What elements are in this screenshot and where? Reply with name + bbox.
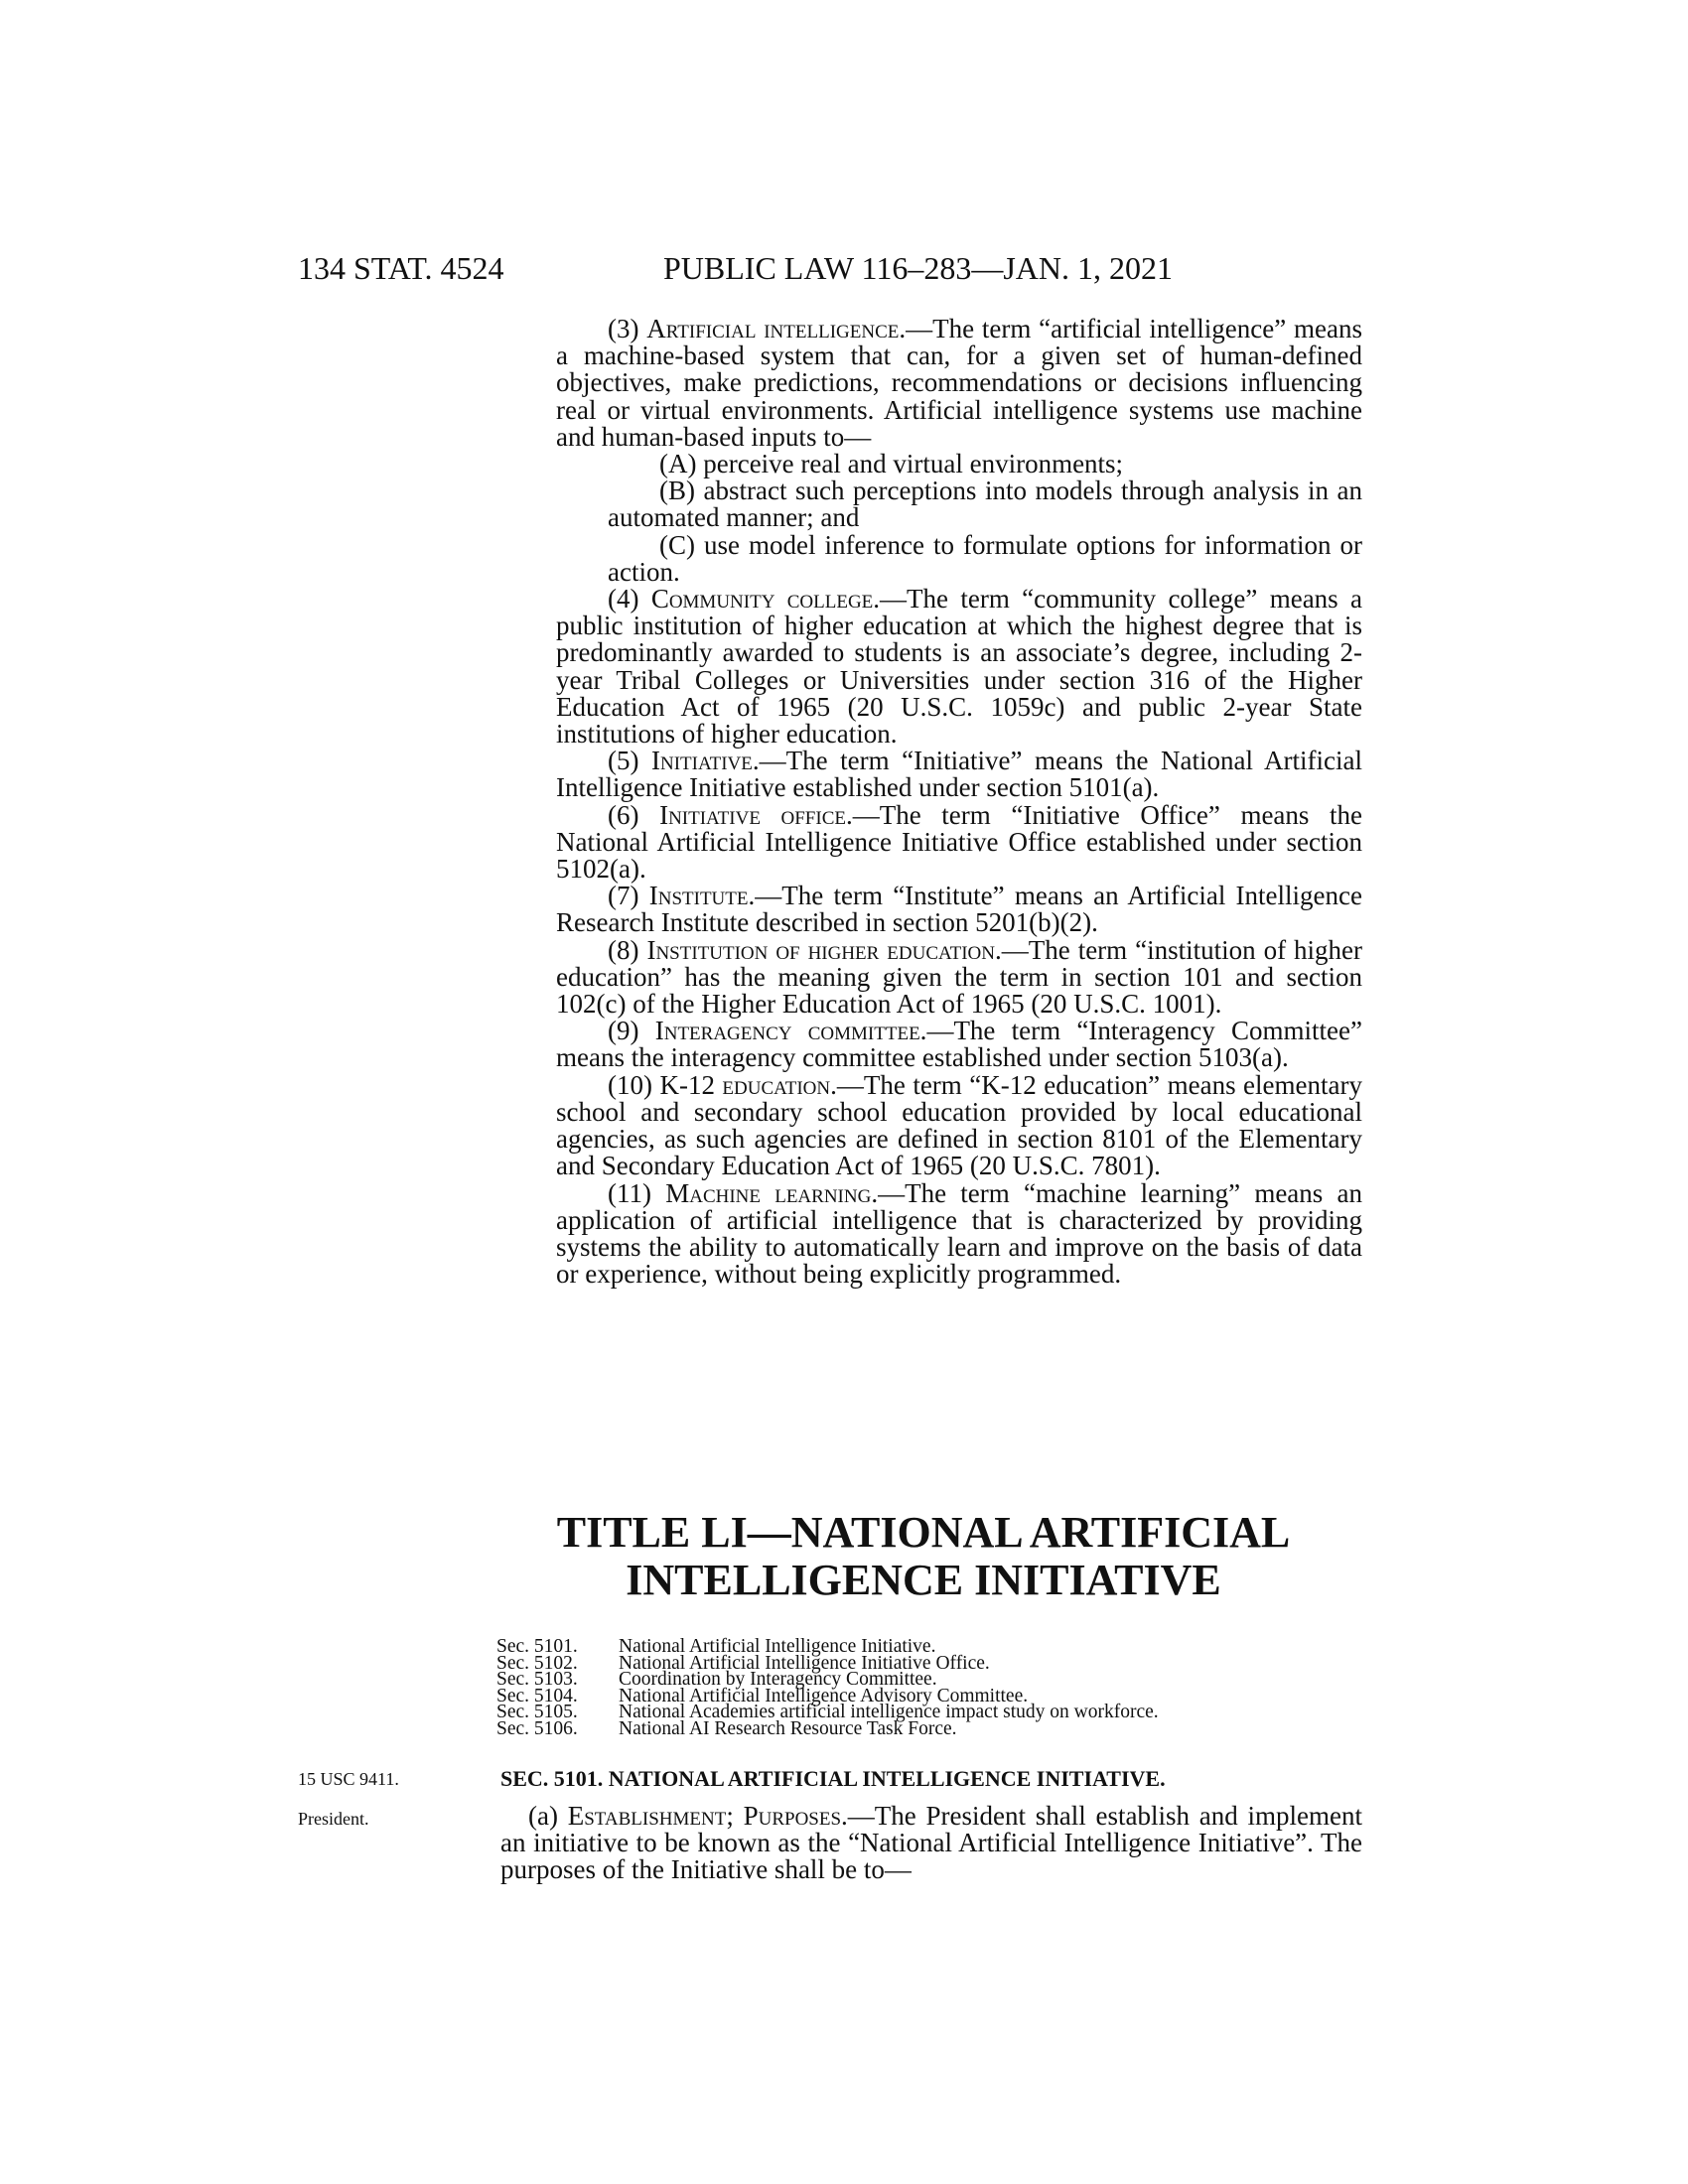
running-header: PUBLIC LAW 116–283—JAN. 1, 2021 [663,250,1173,286]
definition-5: (5) Initiative.—The term “Initiative” means the National Artificial Intelligence Initiative established under section 5101(a). [556,746,1362,803]
toc-item: Sec. 5102. National Artificial Intelligence Initiative Office. [496,1652,990,1674]
definition-8: (8) Institution of higher education.—The term “institution of higher education” has the meaning given the term in section 101 and section 102(c) of the Higher Education Act of 1965 (20 U.S.C. 1001). [556,934,1363,1020]
margin-note-usc: 15 USC 9411. [298,1769,399,1789]
definition-3-a: (A) perceive real and virtual environments; [659,449,1124,479]
toc-item: Sec. 5103. Coordination by Interagency Committee. [496,1669,937,1690]
definition-11: (11) Machine learning.—The term “machine learning” means an application of artificial intelligence that is characterized by providing systems the ability to automatically learn and improve on the basis of data or experience, without being explicitly programmed. [556,1177,1363,1290]
definition-3-b: (B) abstract such perceptions into models through analysis in an automated manner; and [608,476,1362,533]
toc-item: Sec. 5104. National Artificial Intelligence Advisory Committee. [496,1685,1029,1706]
margin-note-president: President. [298,1809,369,1829]
section-paragraph-a: (a) Establishment; Purposes.—The President shall establish and implement an initiative to be known as the “National Artificial Intelligence Initiative”. The purposes of the Initiative shall be to— [500,1801,1363,1885]
title-line-2: INTELLIGENCE INITIATIVE [626,1556,1221,1604]
toc-item: Sec. 5101. National Artificial Intelligence Initiative. [496,1636,936,1657]
title-line-1: TITLE LI—NATIONAL ARTIFICIAL [556,1508,1291,1557]
toc-item: Sec. 5106. National AI Research Resource Task Force. [496,1717,957,1739]
page-stat-number: 134 STAT. 4524 [298,250,504,286]
definition-9: (9) Interagency committee.—The term “Interagency Committee” means the interagency committee established under section 5103(a). [556,1016,1363,1073]
definition-6: (6) Initiative office.—The term “Initiative Office” means the National Artificial Intelligence Initiative Office established under section 5102(a). [556,799,1362,885]
definition-10: (10) K-12 education.—The term “K-12 education” means elementary school and secondary school education provided by local educational agencies, as such agencies are defined in section 8101 of the Elementary and Secondary Education Act of 1965 (20 U.S.C. 7801). [556,1069,1362,1181]
definition-3: (3) Artificial intelligence.—The term “artificial intelligence” means a machine-based system that can, for a given set of human-defined objectives, make predictions, recommendations or decisions influencing real or virtual environments. Artificial intelligence systems use machine and human-based inputs to— [556,314,1362,452]
title-heading [477,1509,1370,1604]
definition-3-c: (C) use model inference to formulate options for information or action. [608,529,1363,587]
definition-4: (4) Community college.—The term “community college” means a public institution of higher education at which the highest degree that is predominantly awarded to students is an associate’s degree, including 2-year Tribal Colleges or Universities under section 316 of the Higher Education Act of 1965 (20 U.S.C. 1059c) and public 2-year State institutions of higher education. [556,584,1363,750]
section-body [500,1803,1362,1884]
toc-item: Sec. 5105. National Academies artificial intelligence impact study on workforce. [496,1702,1159,1722]
definitions-body [556,316,1362,1288]
definition-7: (7) Institute.—The term “Institute” means an Artificial Intelligence Research Institute described in section 5201(b)(2). [556,881,1362,938]
section-heading: SEC. 5101. NATIONAL ARTIFICIAL INTELLIGENCE INITIATIVE. [500,1766,1166,1791]
table-of-contents [496,1636,1159,1739]
